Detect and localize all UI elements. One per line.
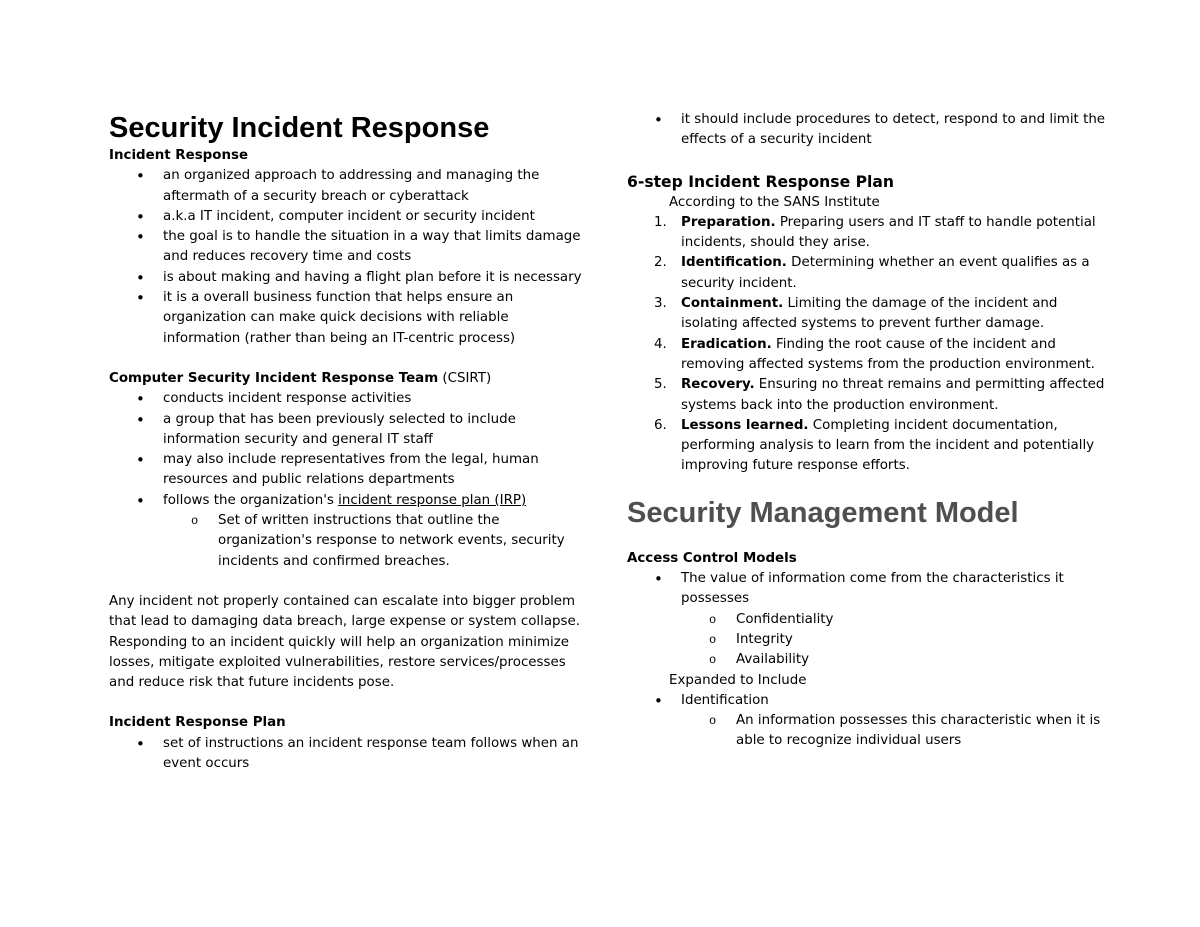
identification-sub-list [627, 711, 1107, 752]
step-item [627, 253, 1107, 294]
cia-sub-list [627, 610, 1107, 671]
step-text: Completing incident documentation, performing analysis to learn from the incident and potentially improving future response efforts. [681, 417, 1095, 474]
step-item [627, 294, 1107, 335]
step-label: Recovery. [681, 377, 755, 393]
list-item: • an organized approach to addressing and managing the aftermath of a security breach or cyberattack [109, 166, 589, 207]
step-label: Preparation. [681, 214, 776, 230]
list-item: • may also include representatives from the legal, human resources and public relations departments [109, 450, 589, 491]
access-control-list [627, 569, 1107, 610]
list-item: • The value of information come from the characteristics it possesses [627, 569, 1107, 610]
irp-heading: Incident Response Plan [109, 715, 286, 731]
step-number: 1. [654, 214, 667, 230]
csirt-heading-abbrev: (CSIRT) [438, 370, 492, 386]
section-title-security-management: Security Management Model [627, 496, 1019, 529]
list-item: • a group that has been previously selected to include information security and general IT staff [109, 410, 589, 451]
step-text: Ensuring no threat remains and permitting affected systems back into the production environment. [681, 377, 1105, 413]
step-text: Determining whether an event qualifies as a security incident. [681, 255, 1090, 291]
step-text: Preparing users and IT staff to handle potential incidents, should they arise. [681, 214, 1096, 251]
list-item-prefix: follows the organization's [163, 492, 339, 508]
step-item [627, 213, 1107, 254]
sub-list-item: o An information possesses this characteristic when it is able to recognize individual users [627, 711, 1107, 752]
access-control-list-2 [627, 691, 1107, 711]
list-item: • it should include procedures to detect, respond to and limit the effects of a security incident [627, 110, 1107, 151]
step-label: Eradication. [681, 336, 772, 352]
list-item: • a.k.a IT incident, computer incident or security incident [109, 207, 589, 227]
step-item [627, 416, 1107, 477]
incident-response-heading: Incident Response [109, 148, 249, 163]
page-title: Security Incident Response [109, 112, 490, 144]
csirt-heading [109, 369, 589, 389]
left-column [109, 110, 589, 774]
csirt-heading-bold: Computer Security Incident Response Team [109, 370, 439, 386]
csirt-sub-list [109, 511, 589, 572]
paragraph-responding: Responding to an incident quickly will help an organization minimize losses, mitigate exploited vulnerabilities, restore services/processes and reduce risk that future incidents pose. [109, 634, 569, 691]
step-number: 5. [654, 377, 667, 393]
step-label: Identification. [681, 255, 787, 271]
six-step-list [627, 213, 1107, 477]
irp-list-continued [627, 110, 1107, 151]
six-step-heading: 6-step Incident Response Plan [627, 172, 894, 191]
sub-list-item: o Availability [627, 650, 1107, 670]
list-item: • Identification [627, 691, 1107, 711]
six-step-intro: According to the SANS Institute [669, 194, 880, 210]
step-item [627, 335, 1107, 376]
sub-list-item: o Integrity [627, 630, 1107, 650]
list-item [109, 491, 589, 511]
list-item: • is about making and having a flight plan before it is necessary [109, 268, 589, 288]
sub-list-item: o Confidentiality [627, 610, 1107, 630]
list-item: • conducts incident response activities [109, 389, 589, 409]
step-number: 6. [654, 417, 667, 433]
step-item [627, 375, 1107, 416]
step-number: 4. [654, 336, 667, 352]
step-text: Limiting the damage of the incident and isolating affected systems to prevent further damage. [681, 296, 1058, 332]
step-label: Lessons learned. [681, 417, 809, 433]
paragraph-escalation: Any incident not properly contained can escalate into bigger problem that lead to damaging data breach, large expense or system collapse. [109, 593, 581, 630]
list-item: • set of instructions an incident response team follows when an event occurs [109, 734, 589, 775]
step-number: 3. [654, 296, 667, 312]
step-label: Containment. [681, 296, 784, 312]
csirt-list [109, 389, 589, 511]
list-item: • it is a overall business function that helps ensure an organization can make quick decisions with reliable information (rather than being an IT-centric process) [109, 288, 589, 349]
list-item: • the goal is to handle the situation in a way that limits damage and reduces recovery time and costs [109, 227, 589, 268]
incident-response-list [109, 166, 589, 349]
irp-list [109, 734, 589, 775]
access-control-heading: Access Control Models [627, 550, 797, 566]
step-text: Finding the root cause of the incident and removing affected systems from the production environment. [681, 336, 1095, 372]
sub-list-item: o Set of written instructions that outline the organization's response to network events, security incidents and confirmed breaches. [109, 511, 589, 572]
irp-link[interactable]: incident response plan (IRP) [338, 492, 527, 508]
step-number: 2. [654, 255, 667, 271]
expanded-note: Expanded to Include [669, 672, 807, 688]
right-column [627, 110, 1107, 752]
